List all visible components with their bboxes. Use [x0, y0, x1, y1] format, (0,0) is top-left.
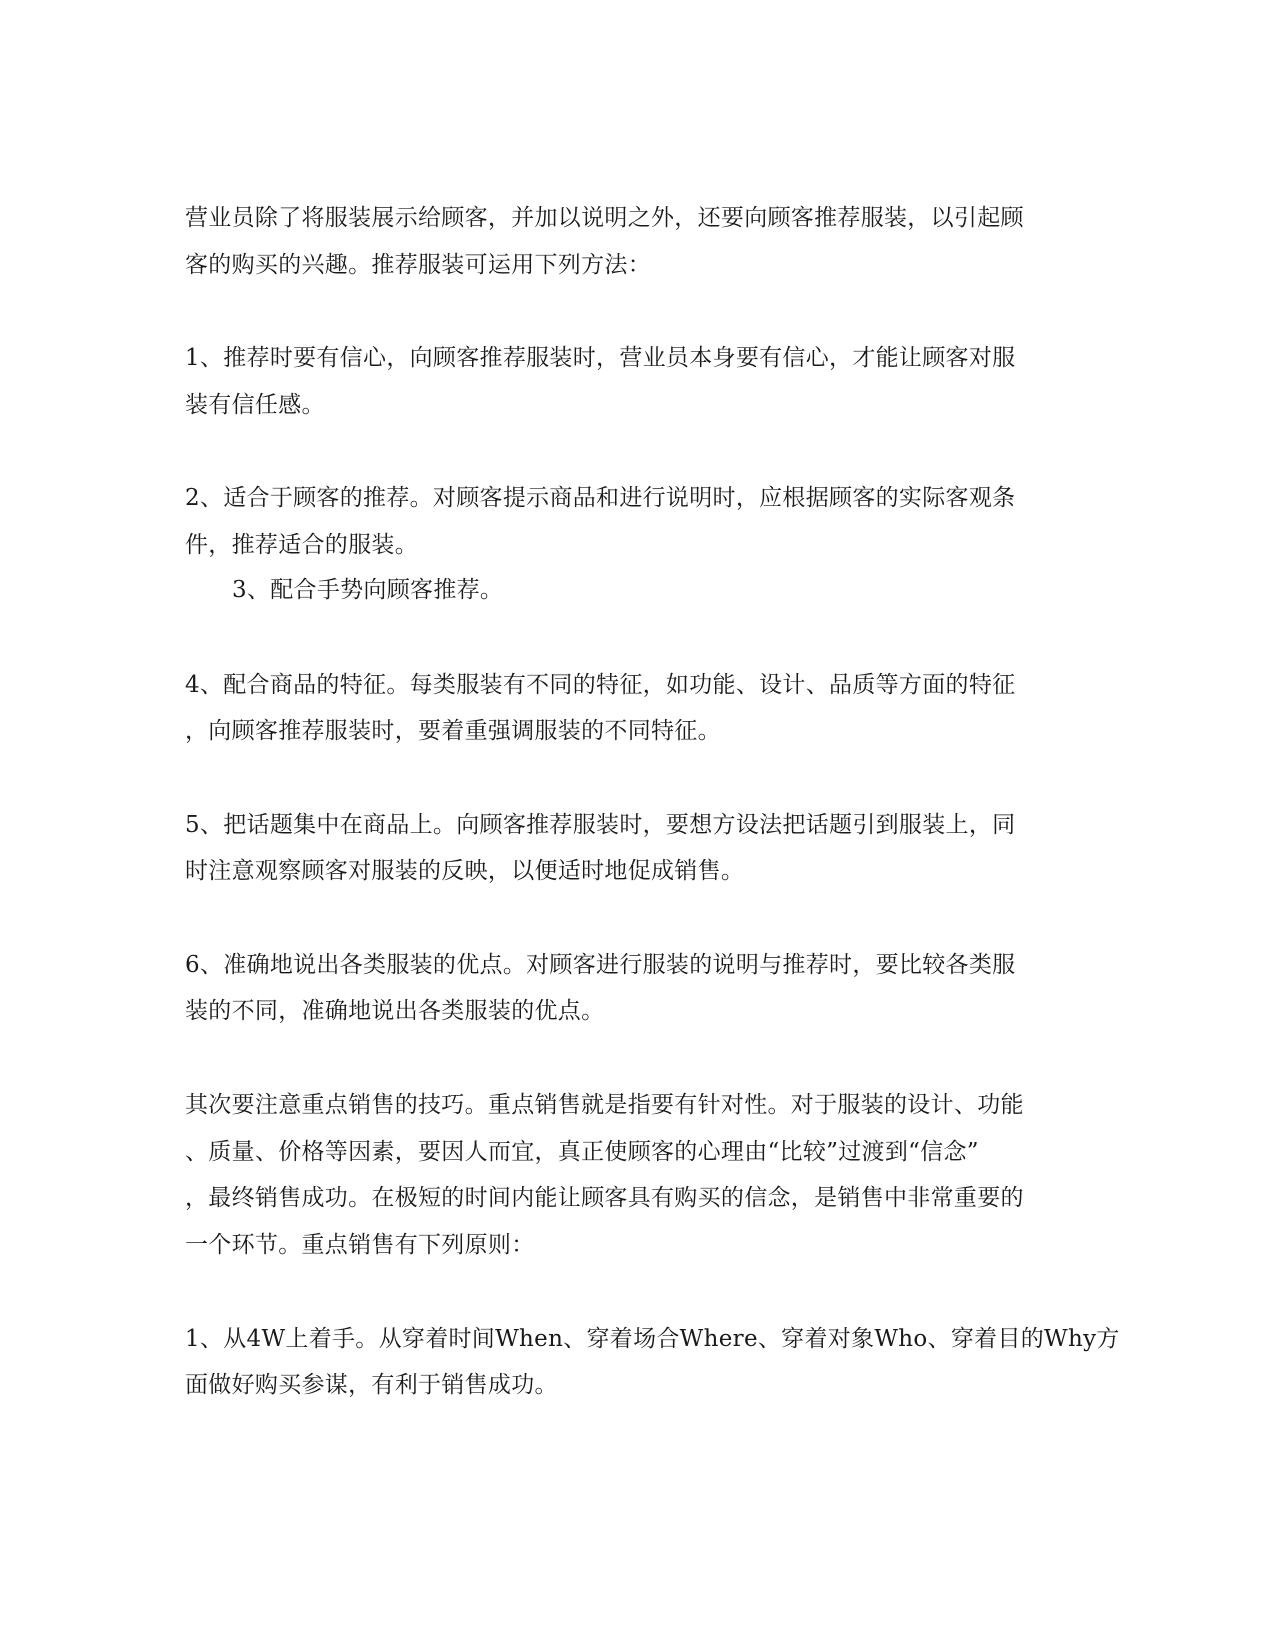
item-3-line-1: 3、配合手势向顾客推荐。 — [232, 577, 504, 603]
item-5-line-1: 5、把话题集中在商品上。向顾客推荐服装时，要想方设法把话题引到服装上，同 — [185, 812, 1016, 838]
item-6-line-1: 6、准确地说出各类服装的优点。对顾客进行服装的说明与推荐时，要比较各类服 — [185, 952, 1016, 978]
item-2-line-2: 件，推荐适合的服装。 — [185, 532, 418, 558]
item-6-line-2: 装的不同，准确地说出各类服装的优点。 — [185, 998, 605, 1024]
paragraph-intro-line-2: 客的购买的兴趣。推荐服装可运用下列方法： — [185, 252, 651, 278]
paragraph-focus-line-2: 、质量、价格等因素，要因人而宜，真正使顾客的心理由“比较”过渡到“信念” — [185, 1139, 979, 1165]
paragraph-focus-line-3: ，最终销售成功。在极短的时间内能让顾客具有购买的信念，是销售中非常重要的 — [185, 1185, 1024, 1211]
paragraph-focus-line-1: 其次要注意重点销售的技巧。重点销售就是指要有针对性。对于服装的设计、功能 — [185, 1092, 1024, 1118]
item-4-line-1: 4、配合商品的特征。每类服装有不同的特征，如功能、设计、品质等方面的特征 — [185, 672, 1016, 698]
principle-1-line-2: 面做好购买参谋，有利于销售成功。 — [185, 1372, 558, 1398]
paragraph-focus-line-4: 一个环节。重点销售有下列原则： — [185, 1232, 535, 1258]
paragraph-intro-line-1: 营业员除了将服装展示给顾客，并加以说明之外，还要向顾客推荐服装，以引起顾 — [185, 205, 1024, 231]
principle-1-line-1: 1、从4W上着手。从穿着时间When、穿着场合Where、穿着对象Who、穿着目的Why方 — [185, 1326, 1120, 1352]
item-4-line-2: ，向顾客推荐服装时，要着重强调服装的不同特征。 — [185, 718, 721, 744]
item-5-line-2: 时注意观察顾客对服装的反映，以便适时地促成销售。 — [185, 858, 745, 884]
item-1-line-1: 1、推荐时要有信心，向顾客推荐服装时，营业员本身要有信心，才能让顾客对服 — [185, 345, 1016, 371]
item-2-line-1: 2、适合于顾客的推荐。对顾客提示商品和进行说明时，应根据顾客的实际客观条 — [185, 485, 1016, 511]
item-1-line-2: 装有信任感。 — [185, 392, 325, 418]
